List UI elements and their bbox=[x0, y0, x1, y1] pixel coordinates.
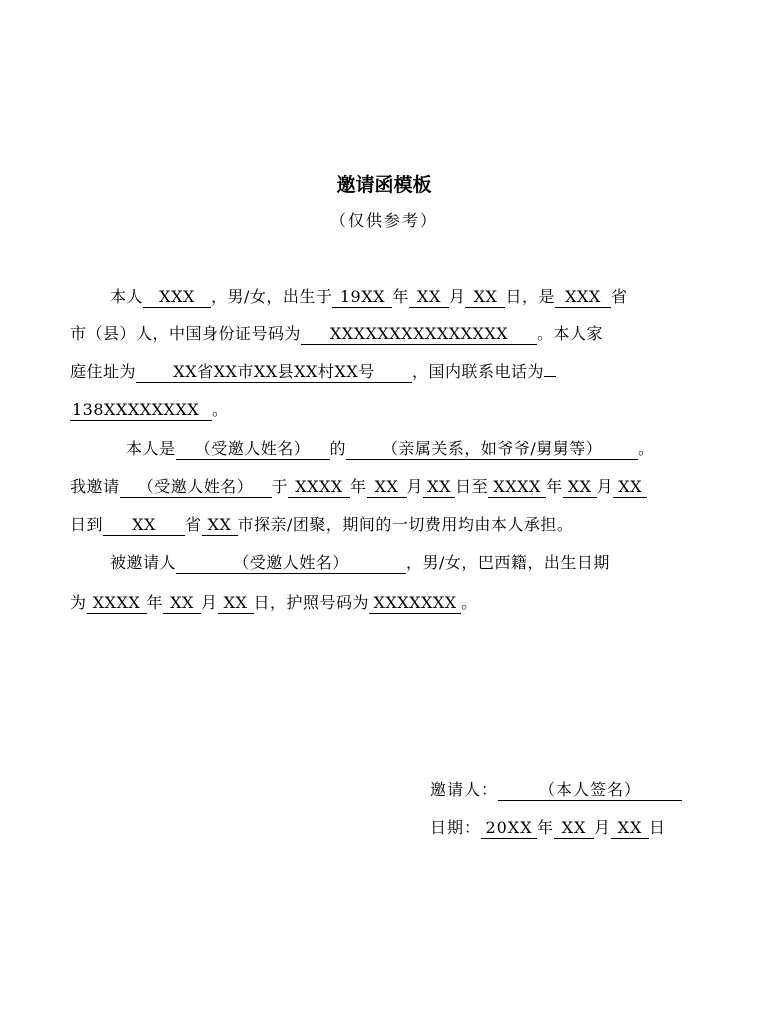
text: 。 bbox=[638, 439, 655, 458]
visit-from-month-field: XX bbox=[367, 477, 407, 498]
paragraph-1-line-1 bbox=[70, 284, 700, 310]
inviter-birth-month-field: XX bbox=[409, 287, 449, 308]
text: 市探亲/团聚，期间的一切费用均由本人承担。 bbox=[237, 515, 574, 534]
underline-fill bbox=[544, 376, 556, 377]
date-month-field: XX bbox=[554, 818, 594, 839]
invitee-birth-day-field: XX bbox=[218, 593, 254, 614]
paragraph-3-line-2 bbox=[70, 590, 700, 616]
visit-to-year-field: XXXX bbox=[488, 477, 546, 498]
text: 月 bbox=[594, 818, 612, 837]
text: 年 bbox=[146, 593, 164, 612]
visit-to-day-field: XX bbox=[613, 477, 647, 498]
visit-from-year-field: XXXX bbox=[288, 477, 350, 498]
text: ，男/女，巴西籍，出生日期 bbox=[406, 553, 610, 572]
text: 本人是 bbox=[126, 439, 176, 458]
text: 省 bbox=[610, 287, 628, 306]
paragraph-1-line-2 bbox=[70, 321, 700, 347]
paragraph-2-line-2 bbox=[70, 474, 700, 500]
inviter-province-field: XXX bbox=[555, 287, 611, 308]
invitee-birth-year-field: XXXX bbox=[87, 593, 147, 614]
text: 月 bbox=[406, 477, 424, 496]
text: 日 bbox=[649, 818, 667, 837]
inviter-birth-year-field: 19XX bbox=[332, 287, 392, 308]
inviter-name-field: XXX bbox=[143, 287, 211, 308]
text: 于 bbox=[271, 477, 289, 496]
destination-city-field: XX bbox=[202, 515, 238, 536]
passport-number-field: XXXXXXX bbox=[369, 593, 461, 614]
text: ，国内联系电话为 bbox=[412, 362, 545, 381]
text: 。 bbox=[212, 400, 229, 419]
text: 为 bbox=[70, 593, 87, 612]
visit-from-day-field: XX bbox=[423, 477, 455, 498]
text: 月 bbox=[201, 593, 218, 612]
paragraph-2-line-1 bbox=[70, 436, 700, 462]
document-title: 邀请函模板 bbox=[336, 174, 432, 196]
text: 日至 bbox=[455, 477, 489, 496]
text: 年 bbox=[546, 477, 563, 496]
visit-to-month-field: XX bbox=[563, 477, 597, 498]
invitee-birth-month-field: XX bbox=[163, 593, 201, 614]
text: 年 bbox=[537, 818, 555, 837]
date-day-field: XX bbox=[611, 818, 649, 839]
signature-line bbox=[430, 777, 682, 803]
signature-field: （本人签名） bbox=[498, 780, 682, 801]
phone-field: 138XXXXXXXX bbox=[70, 400, 212, 421]
text: 年 bbox=[392, 287, 409, 306]
text: ，男/女，出生于 bbox=[211, 287, 333, 306]
date-label: 日期： bbox=[430, 818, 482, 837]
home-address-field: XX省XX市XX县XX村XX号 bbox=[136, 362, 412, 383]
text: 日，护照号码为 bbox=[253, 593, 370, 612]
text: 日到 bbox=[70, 515, 104, 534]
text: 市（县）人，中国身份证号码为 bbox=[70, 324, 302, 343]
text: 月 bbox=[448, 287, 466, 306]
date-line bbox=[430, 815, 666, 841]
paragraph-3-line-1 bbox=[70, 550, 700, 576]
text: 年 bbox=[350, 477, 367, 496]
text: 。 bbox=[461, 593, 478, 612]
invitee-name-field-3: （受邀人姓名） bbox=[176, 553, 406, 574]
date-year-field: 20XX bbox=[481, 818, 537, 839]
relationship-field: （亲属关系，如爷爷/舅舅等） bbox=[346, 439, 638, 460]
text: 日，是 bbox=[505, 287, 555, 306]
paragraph-2-line-3 bbox=[70, 512, 700, 538]
paragraph-1-line-4 bbox=[70, 397, 700, 423]
signature-label: 邀请人： bbox=[430, 780, 499, 799]
text: 月 bbox=[596, 477, 614, 496]
invitee-name-field: （受邀人姓名） bbox=[176, 439, 330, 460]
inviter-birth-day-field: XX bbox=[465, 287, 505, 308]
invitee-name-field-2: （受邀人姓名） bbox=[120, 477, 272, 498]
destination-province-field: XX bbox=[103, 515, 185, 536]
text: 省 bbox=[185, 515, 202, 534]
text: 庭住址为 bbox=[70, 362, 137, 381]
id-number-field: XXXXXXXXXXXXXXX bbox=[301, 324, 537, 345]
document-subtitle: （仅供参考） bbox=[329, 211, 438, 230]
text: 的 bbox=[329, 439, 347, 458]
text: 我邀请 bbox=[70, 477, 120, 496]
paragraph-1-line-3 bbox=[70, 359, 700, 385]
text: 本人 bbox=[110, 287, 144, 306]
text: 被邀请人 bbox=[110, 553, 177, 572]
text: 。本人家 bbox=[537, 324, 604, 343]
